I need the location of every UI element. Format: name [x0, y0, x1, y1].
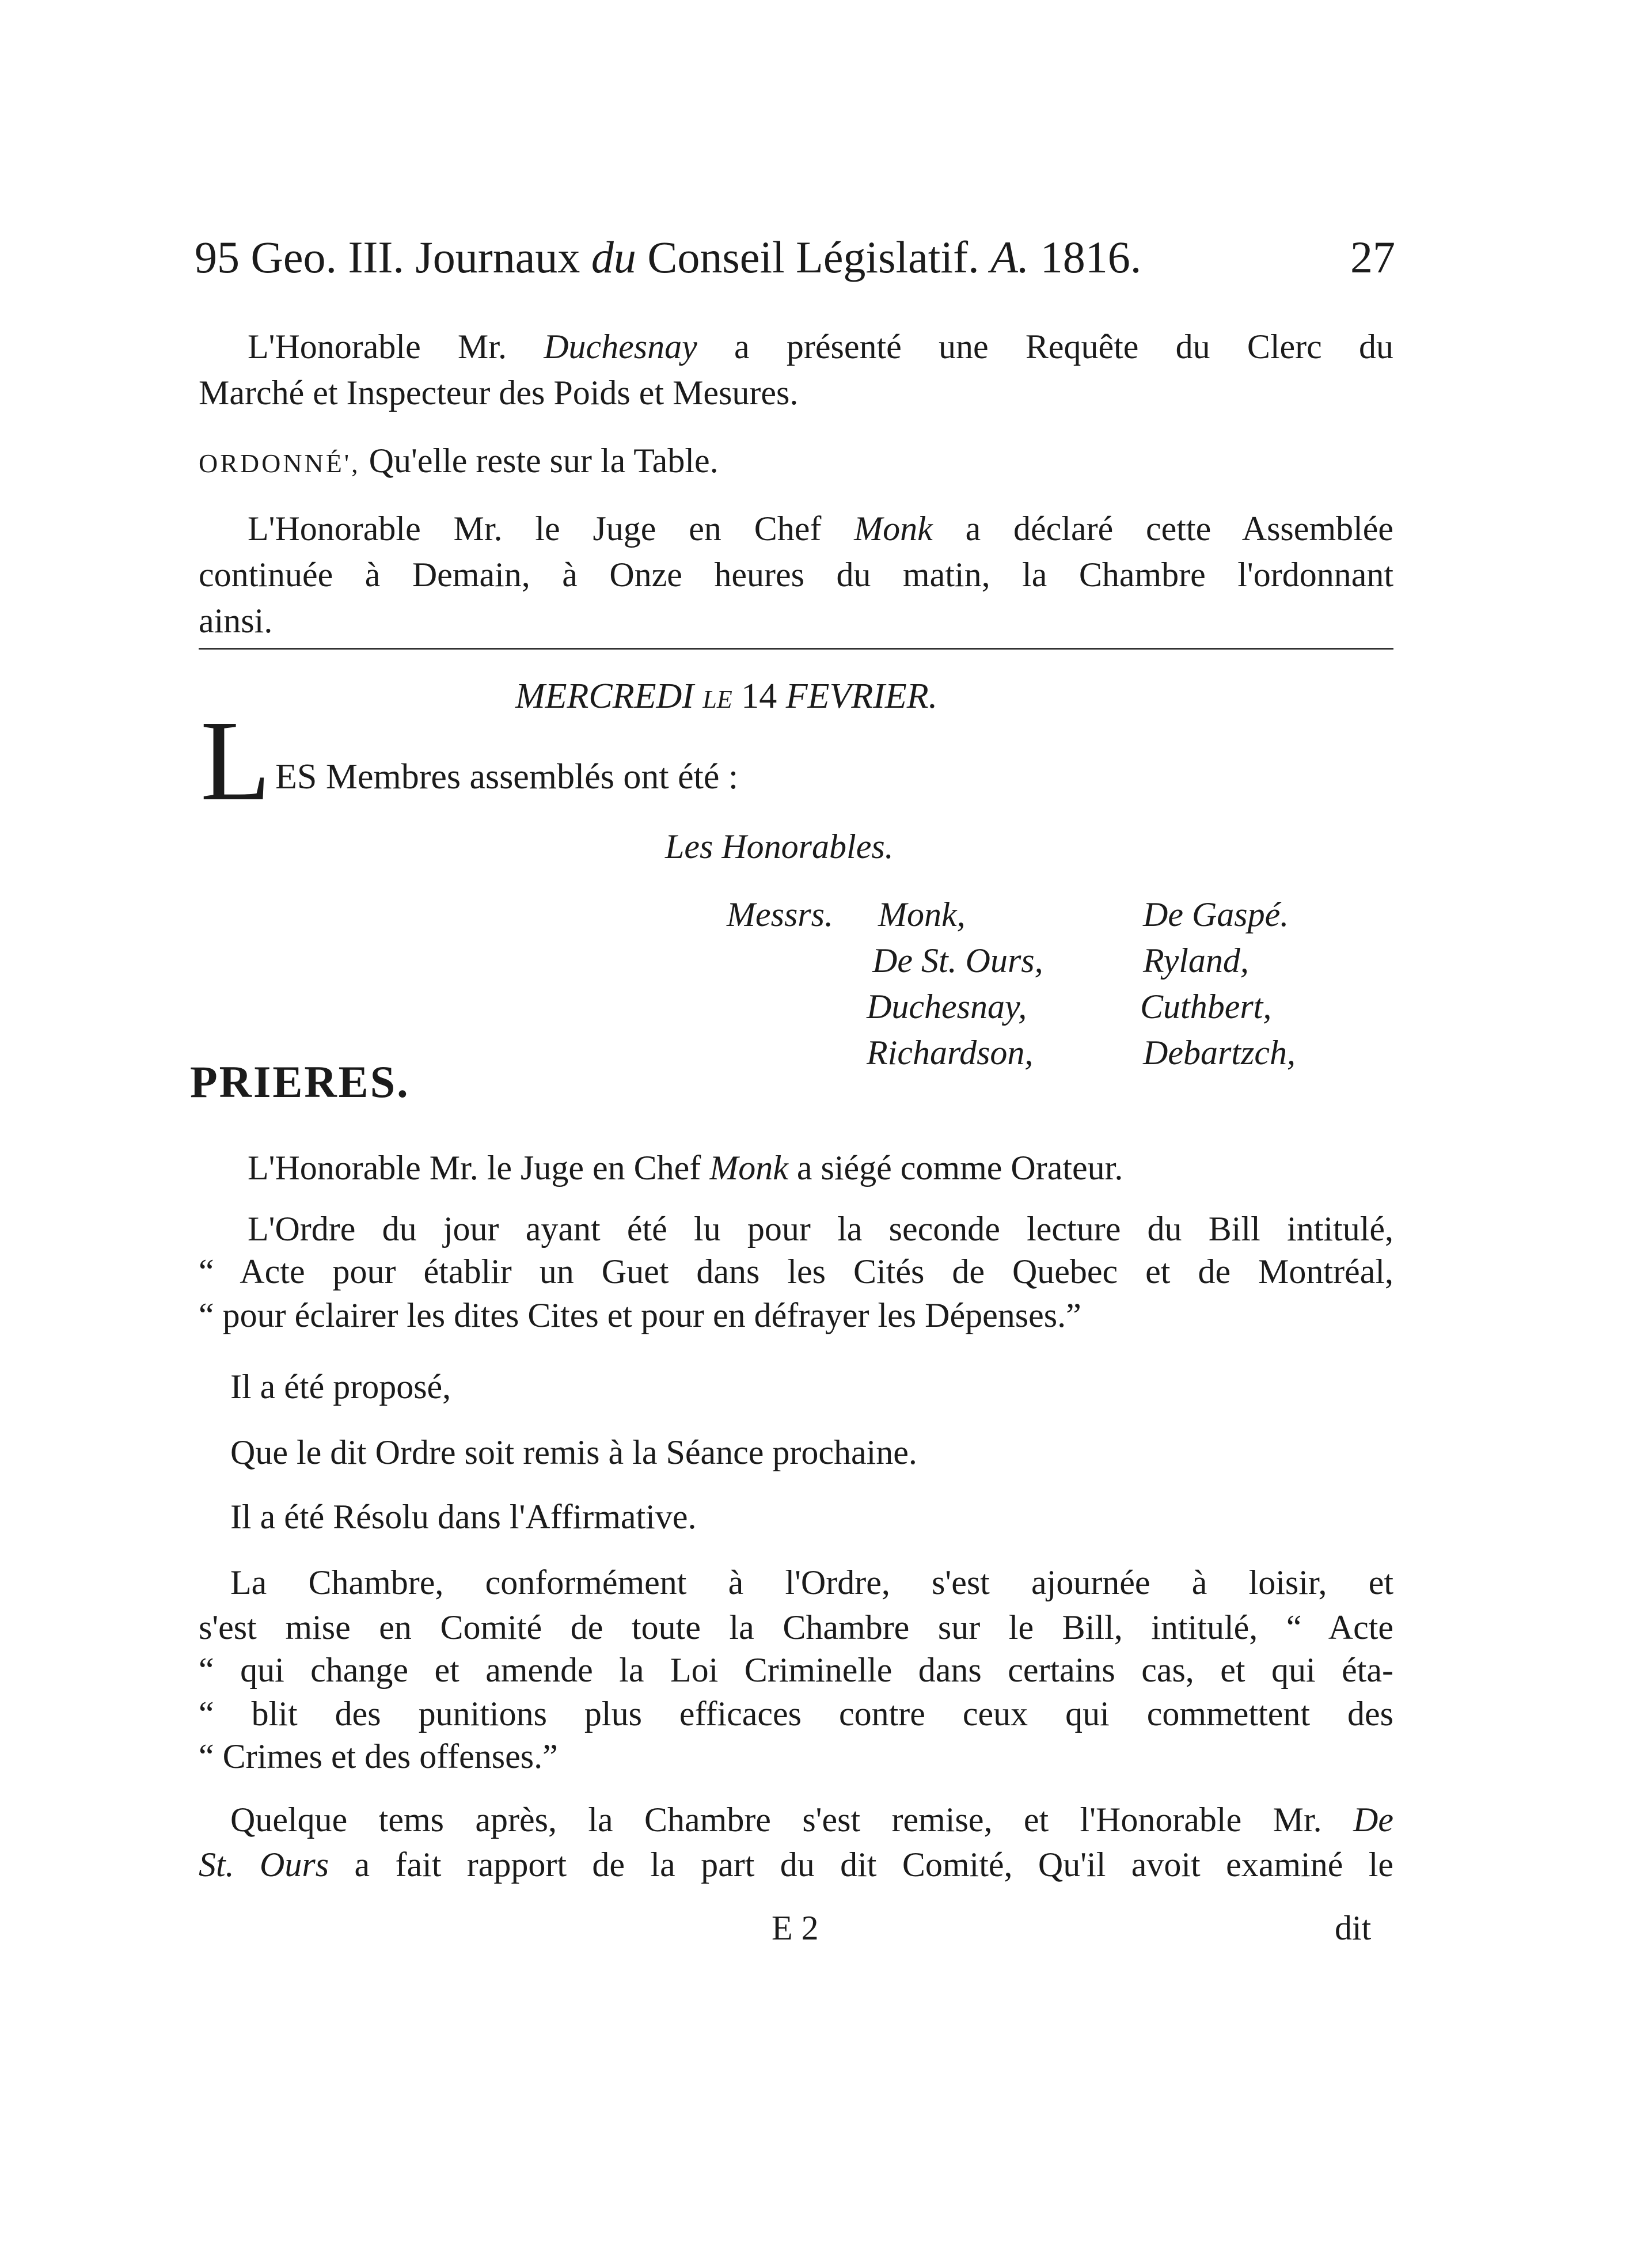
date-article: LE	[702, 685, 732, 713]
text: L'Honorable Mr. le Juge en Chef	[248, 1149, 701, 1187]
folio-number: 95	[195, 232, 240, 282]
propose-line: Il a été proposé,	[230, 1368, 451, 1406]
running-header	[195, 232, 1142, 282]
person-name: St. Ours	[199, 1846, 329, 1884]
member-name-col1: Monk,	[878, 895, 966, 933]
ordonne-line	[199, 443, 719, 478]
messrs-label: Messrs.	[727, 895, 834, 933]
catchword: dit	[1335, 1909, 1372, 1947]
orateur-line	[248, 1151, 1123, 1185]
chambre-line-2: s'est mise en Comité de toute la Chambre sur le Bill, intitulé, “ Acte	[199, 1608, 1393, 1646]
member-name-col2: Cuthbert,	[1140, 988, 1272, 1026]
prieres-heading: PRIERES.	[190, 1057, 410, 1107]
text: a déclaré cette Assemblée	[965, 510, 1393, 548]
section-divider	[199, 648, 1393, 650]
chambre-line-1: La Chambre, conformément à l'Ordre, s'est ajournée à loisir, et	[230, 1563, 1393, 1601]
ordonne-text: Qu'elle reste sur la Table.	[369, 442, 719, 480]
text: a fait rapport de la part du dit Comité, Qu'il avoit examiné le	[354, 1846, 1393, 1884]
ordonne-label: ORDONNÉ',	[199, 449, 360, 478]
intro-paragraph-2-line-1	[248, 511, 1393, 546]
intro-paragraph-2-line-3: ainsi.	[199, 602, 273, 640]
text: a présenté une Requête du Clerc du	[734, 328, 1394, 366]
intro-paragraph-1-line-2: Marché et Inspecteur des Poids et Mesures.	[199, 374, 799, 412]
ordre-line-3: “ pour éclairer les dites Cites et pour en défrayer les Dépenses.”	[199, 1296, 1081, 1334]
remis-line: Que le dit Ordre soit remis à la Séance prochaine.	[230, 1433, 917, 1471]
text: L'Honorable Mr. le Juge en Chef	[248, 510, 822, 548]
member-name-col1: Duchesnay,	[867, 988, 1027, 1026]
intro-paragraph-2-line-2: continuée à Demain, à Onze heures du matin, la Chambre l'ordonnant	[199, 556, 1393, 594]
chambre-line-3: “ qui change et amende la Loi Criminelle dans certains cas, et qui éta-	[199, 1651, 1393, 1689]
month-name: FEVRIER.	[785, 677, 938, 716]
page-number: 27	[1350, 232, 1395, 282]
quelque-line-2	[199, 1847, 1393, 1882]
honorables-heading: Les Honorables.	[665, 828, 894, 866]
journal-title-du: du	[591, 232, 636, 282]
drop-cap: L	[200, 697, 271, 825]
member-name-col2: Ryland,	[1143, 942, 1249, 980]
signature-mark: E 2	[772, 1909, 819, 1947]
intro-paragraph-1-line-1	[248, 329, 1393, 364]
council-title: Conseil Législatif.	[647, 232, 979, 282]
chambre-line-5: “ Crimes et des offenses.”	[199, 1737, 558, 1775]
year: 1816.	[1040, 232, 1142, 282]
day-name: MERCREDI	[515, 677, 694, 716]
text: a siégé comme Orateur.	[796, 1149, 1123, 1187]
year-prefix: A.	[990, 232, 1030, 282]
session-date-heading	[515, 678, 937, 714]
text: L'Honorable Mr.	[248, 328, 507, 366]
person-name: De	[1353, 1801, 1393, 1839]
ordre-line-2: “ Acte pour établir un Guet dans les Cités de Quebec et de Montréal,	[199, 1252, 1393, 1290]
members-intro: ES Membres assemblés ont été :	[275, 757, 739, 796]
member-name-col1: De St. Ours,	[872, 942, 1043, 980]
ordre-line-1: L'Ordre du jour ayant été lu pour la seconde lecture du Bill intitulé,	[248, 1210, 1393, 1248]
person-name: Monk	[854, 510, 933, 548]
journal-title: Journaux	[415, 232, 580, 282]
member-name-col2: Debartzch,	[1143, 1034, 1296, 1072]
date-number: 14	[741, 677, 777, 716]
reign: Geo. III.	[250, 232, 404, 282]
member-name-col1: Richardson,	[867, 1034, 1034, 1072]
person-name: Duchesnay	[544, 328, 697, 366]
chambre-line-4: “ blit des punitions plus efficaces contre ceux qui commettent des	[199, 1695, 1393, 1733]
text: Quelque tems après, la Chambre s'est remise, et l'Honorable Mr.	[230, 1801, 1322, 1839]
quelque-line-1	[230, 1802, 1393, 1837]
member-name-col2: De Gaspé.	[1143, 895, 1289, 933]
person-name: Monk	[709, 1149, 788, 1187]
resolu-line: Il a été Résolu dans l'Affirmative.	[230, 1498, 697, 1536]
